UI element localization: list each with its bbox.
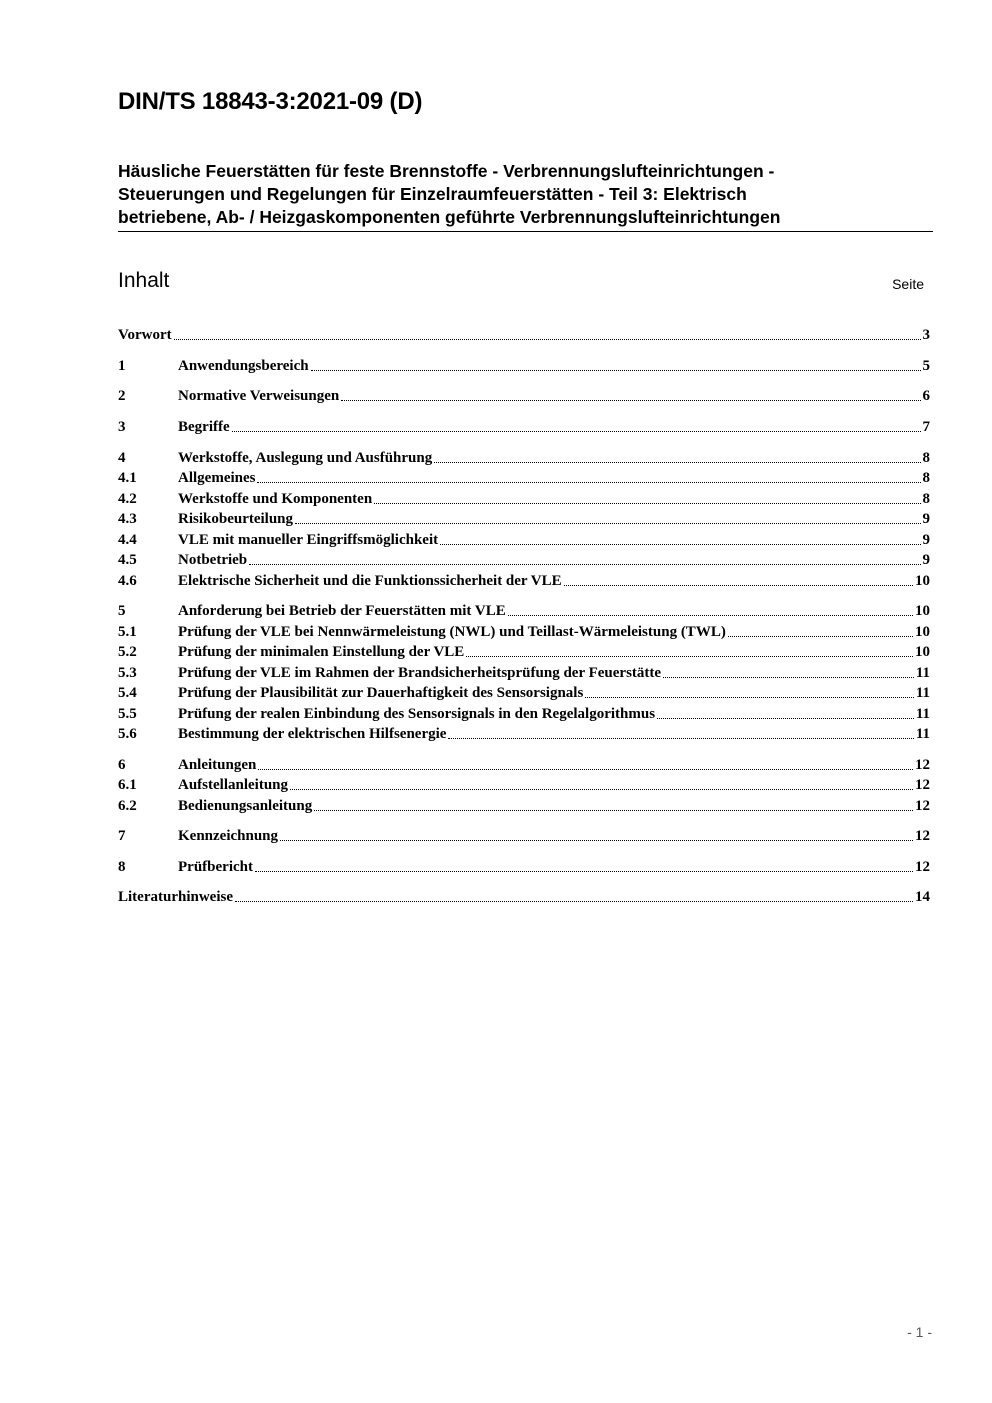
toc-page: 10 — [915, 644, 930, 660]
title-line: Häusliche Feuerstätten für feste Brennstoffe - Verbrennungslufteinrichtungen - — [118, 161, 775, 181]
dot-leader — [466, 655, 913, 657]
toc-page: 11 — [915, 665, 930, 681]
toc-title: Werkstoffe und Komponenten — [178, 491, 373, 507]
toc-number: 4.1 — [118, 470, 137, 486]
toc-number: 5 — [118, 603, 126, 619]
toc-title: Anleitungen — [178, 757, 257, 773]
toc-title: Begriffe — [178, 419, 230, 435]
dot-leader — [280, 839, 913, 841]
toc-page: 7 — [922, 419, 930, 435]
toc-number: 6.1 — [118, 777, 137, 793]
toc-entry[interactable] — [118, 489, 930, 509]
toc-page: 11 — [915, 726, 930, 742]
toc-page: 12 — [915, 859, 930, 875]
toc-number: 6 — [118, 757, 126, 773]
dot-leader — [374, 502, 920, 504]
toc-number: 4.2 — [118, 491, 137, 507]
dot-leader — [232, 430, 921, 432]
toc-title: Prüfung der minimalen Einstellung der VLE — [178, 644, 465, 660]
toc-number: 5.5 — [118, 706, 137, 722]
dot-leader — [249, 563, 920, 565]
page-column-label: Seite — [892, 276, 924, 292]
contents-heading: Inhalt — [118, 269, 170, 292]
dot-leader — [311, 369, 921, 371]
toc-entry[interactable] — [118, 550, 930, 570]
title-line: Steuerungen und Regelungen für Einzelraumfeuerstätten - Teil 3: Elektrisch — [118, 184, 747, 204]
toc-entry[interactable] — [118, 724, 930, 744]
toc-page: 9 — [922, 552, 930, 568]
toc-page: 12 — [915, 777, 930, 793]
toc-entry[interactable] — [118, 755, 930, 775]
toc-page: 14 — [915, 889, 930, 905]
toc-entry[interactable] — [118, 448, 930, 468]
toc-page: 11 — [915, 685, 930, 701]
toc-entry[interactable] — [118, 601, 930, 621]
toc-entry[interactable] — [118, 417, 930, 437]
toc-number: 5.3 — [118, 665, 137, 681]
toc-page: 9 — [922, 532, 930, 548]
toc-entry[interactable] — [118, 642, 930, 662]
dot-leader — [508, 614, 913, 616]
toc-page: 6 — [922, 388, 930, 404]
toc-number: 3 — [118, 419, 126, 435]
toc-entry[interactable] — [118, 826, 930, 846]
toc-title: Notbetrieb — [178, 552, 248, 568]
toc-number: 4.4 — [118, 532, 137, 548]
document-title — [118, 160, 933, 232]
toc-entry[interactable] — [118, 704, 930, 724]
dot-leader — [341, 399, 920, 401]
toc-title: Bedienungsanleitung — [178, 798, 313, 814]
toc-entry-vorwort[interactable] — [118, 325, 930, 345]
toc-number: 5.6 — [118, 726, 137, 742]
toc-page: 10 — [915, 624, 930, 640]
dot-leader — [585, 696, 914, 698]
toc-page: 8 — [922, 470, 930, 486]
dot-leader — [434, 461, 920, 463]
toc-title: Vorwort — [118, 327, 172, 343]
toc-title: Bestimmung der elektrischen Hilfsenergie — [178, 726, 447, 742]
toc-title: Prüfbericht — [178, 859, 253, 875]
toc-entry[interactable] — [118, 796, 930, 816]
toc-page: 11 — [915, 706, 930, 722]
toc-title: Elektrische Sicherheit und die Funktionssicherheit der VLE — [178, 573, 562, 589]
toc-page: 9 — [922, 511, 930, 527]
toc-title: Prüfung der Plausibilität zur Dauerhaftigkeit des Sensorsignals — [178, 685, 584, 701]
dot-leader — [257, 481, 920, 483]
toc-title: Werkstoffe, Auslegung und Ausführung — [178, 450, 433, 466]
toc-page: 12 — [915, 798, 930, 814]
toc-number: 7 — [118, 828, 126, 844]
dot-leader — [448, 737, 913, 739]
toc-number: 4.6 — [118, 573, 137, 589]
toc-number: 1 — [118, 358, 126, 374]
toc-title: Literaturhinweise — [118, 889, 233, 905]
toc-number: 8 — [118, 859, 126, 875]
title-line: betriebene, Ab- / Heizgaskomponenten geführte Verbrennungslufteinrichtungen — [118, 207, 781, 227]
toc-page: 5 — [922, 358, 930, 374]
page-number: - 1 - — [907, 1324, 932, 1340]
dot-leader — [564, 584, 913, 586]
toc-entry[interactable] — [118, 775, 930, 795]
toc-entry[interactable] — [118, 530, 930, 550]
toc-title: Kennzeichnung — [178, 828, 279, 844]
dot-leader — [258, 768, 913, 770]
toc-number: 4.5 — [118, 552, 137, 568]
toc-page: 12 — [915, 757, 930, 773]
toc-entry[interactable] — [118, 356, 930, 376]
toc-title: Prüfung der realen Einbindung des Sensorsignals in den Regelalgorithmus — [178, 706, 656, 722]
toc-entry[interactable] — [118, 857, 930, 877]
toc-entry[interactable] — [118, 509, 930, 529]
dot-leader — [174, 338, 921, 340]
toc-entry[interactable] — [118, 663, 930, 683]
toc-number: 4.3 — [118, 511, 137, 527]
toc-page: 3 — [922, 327, 930, 343]
dot-leader — [290, 788, 913, 790]
toc-number: 4 — [118, 450, 126, 466]
dot-leader — [255, 870, 913, 872]
toc-title: Prüfung der VLE im Rahmen der Brandsicherheitsprüfung der Feuerstätte — [178, 665, 662, 681]
toc-title: Allgemeines — [178, 470, 256, 486]
toc-title: Normative Verweisungen — [178, 388, 340, 404]
toc-entry-literaturhinweise[interactable] — [118, 887, 930, 907]
toc-number: 2 — [118, 388, 126, 404]
document-id: DIN/TS 18843-3:2021-09 (D) — [118, 88, 423, 115]
dot-leader — [657, 717, 914, 719]
toc-entry[interactable] — [118, 386, 930, 406]
toc-page: 8 — [922, 491, 930, 507]
dot-leader — [314, 809, 913, 811]
dot-leader — [235, 900, 913, 902]
toc-title: Aufstellanleitung — [178, 777, 289, 793]
dot-leader — [295, 522, 920, 524]
toc-title: Prüfung der VLE bei Nennwärmeleistung (NWL) und Teillast-Wärmeleistung (TWL) — [178, 624, 726, 640]
toc-number: 5.4 — [118, 685, 137, 701]
toc-title: Risikobeurteilung — [178, 511, 294, 527]
dot-leader — [663, 676, 914, 678]
toc-page: 10 — [915, 573, 930, 589]
toc-entry[interactable] — [118, 622, 930, 642]
toc-title: VLE mit manueller Eingriffsmöglichkeit — [178, 532, 439, 548]
toc-number: 5.2 — [118, 644, 137, 660]
toc-title: Anforderung bei Betrieb der Feuerstätten mit VLE — [178, 603, 506, 619]
toc-page: 8 — [922, 450, 930, 466]
dot-leader — [440, 543, 920, 545]
toc-page: 12 — [915, 828, 930, 844]
dot-leader — [728, 635, 913, 637]
toc-entry[interactable] — [118, 683, 930, 703]
toc-number: 6.2 — [118, 798, 137, 814]
toc-title: Anwendungsbereich — [178, 358, 309, 374]
toc-entry[interactable] — [118, 571, 930, 591]
toc-number: 5.1 — [118, 624, 137, 640]
toc-entry[interactable] — [118, 468, 930, 488]
toc-page: 10 — [915, 603, 930, 619]
